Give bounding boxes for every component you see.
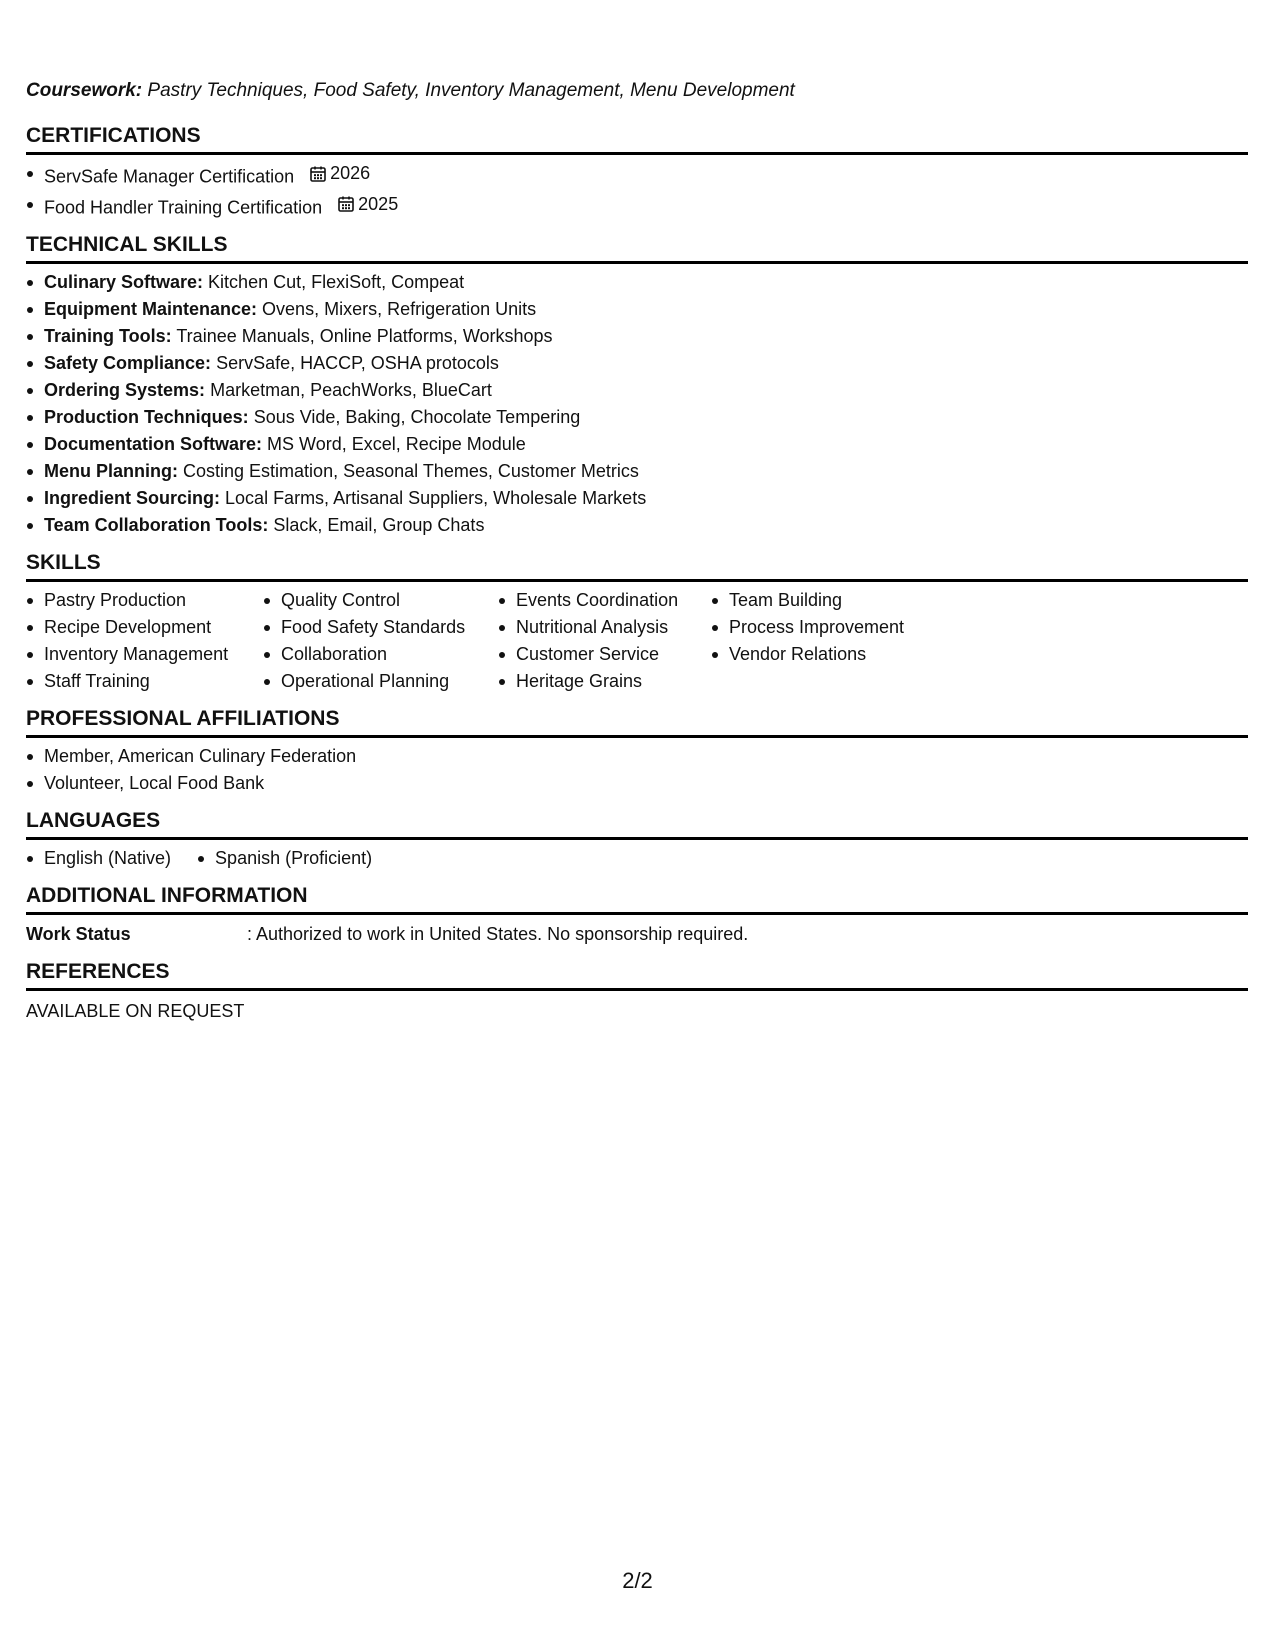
page-number: 2/2 xyxy=(622,1568,653,1593)
languages-list xyxy=(26,845,1248,872)
skill-item: Staff Training xyxy=(26,668,263,695)
technical-skills-list xyxy=(26,269,1248,539)
affiliations-section xyxy=(26,705,1248,797)
technical-skills-section xyxy=(26,231,1248,539)
technical-skill-value: Costing Estimation, Seasonal Themes, Customer Metrics xyxy=(183,461,639,481)
skills-column xyxy=(711,587,941,695)
technical-skill-label: Menu Planning: xyxy=(44,461,178,481)
technical-skill-label: Training Tools: xyxy=(44,326,172,346)
technical-skill-label: Team Collaboration Tools: xyxy=(44,515,269,535)
technical-skill-item xyxy=(26,404,1248,431)
technical-skill-value: Sous Vide, Baking, Chocolate Tempering xyxy=(253,407,581,427)
technical-skill-item xyxy=(26,377,1248,404)
skill-item: Operational Planning xyxy=(263,668,498,695)
skills-grid xyxy=(26,587,1248,695)
skills-column xyxy=(263,587,498,695)
certifications-heading: CERTIFICATIONS xyxy=(26,122,1248,155)
skill-item: Quality Control xyxy=(263,587,498,614)
technical-skill-label: Safety Compliance: xyxy=(44,353,212,373)
technical-skills-heading: TECHNICAL SKILLS xyxy=(26,231,1248,264)
technical-skill-item xyxy=(26,458,1248,485)
certification-item xyxy=(26,191,1248,222)
language-item: English (Native) xyxy=(26,845,171,872)
language-item: Spanish (Proficient) xyxy=(197,845,372,872)
affiliation-item: Volunteer, Local Food Bank xyxy=(26,770,1248,797)
calendar-icon xyxy=(309,165,327,183)
technical-skill-item xyxy=(26,323,1248,350)
technical-skill-value: Kitchen Cut, FlexiSoft, Compeat xyxy=(208,272,465,292)
technical-skill-label: Documentation Software: xyxy=(44,434,263,454)
skill-item: Process Improvement xyxy=(711,614,941,641)
skill-item: Recipe Development xyxy=(26,614,263,641)
affiliation-item: Member, American Culinary Federation xyxy=(26,743,1248,770)
references-heading: REFERENCES xyxy=(26,958,1248,991)
additional-info-heading: ADDITIONAL INFORMATION xyxy=(26,882,1248,915)
affiliations-list xyxy=(26,743,1248,797)
technical-skill-value: MS Word, Excel, Recipe Module xyxy=(267,434,526,454)
certification-name: Food Handler Training Certification xyxy=(44,197,323,217)
technical-skill-item xyxy=(26,269,1248,296)
additional-info-section xyxy=(26,882,1248,948)
references-text: AVAILABLE ON REQUEST xyxy=(26,1001,245,1021)
calendar-icon xyxy=(337,195,355,213)
skill-item: Collaboration xyxy=(263,641,498,668)
skill-item: Events Coordination xyxy=(498,587,711,614)
certifications-section xyxy=(26,122,1248,221)
languages-section xyxy=(26,807,1248,872)
skill-item: Team Building xyxy=(711,587,941,614)
skills-section xyxy=(26,549,1248,695)
coursework-line xyxy=(26,78,1248,104)
skills-column xyxy=(498,587,711,695)
languages-heading: LANGUAGES xyxy=(26,807,1248,840)
skill-item: Food Safety Standards xyxy=(263,614,498,641)
coursework-label: Coursework: xyxy=(26,80,143,101)
certification-item xyxy=(26,160,1248,191)
technical-skill-item xyxy=(26,350,1248,377)
skills-heading: SKILLS xyxy=(26,549,1248,582)
coursework-value: Pastry Techniques, Food Safety, Inventory Management, Menu Development xyxy=(147,80,795,101)
technical-skill-value: Ovens, Mixers, Refrigeration Units xyxy=(262,299,537,319)
technical-skill-item xyxy=(26,431,1248,458)
technical-skill-value: Slack, Email, Group Chats xyxy=(273,515,485,535)
technical-skill-label: Ingredient Sourcing: xyxy=(44,488,221,508)
affiliations-heading: PROFESSIONAL AFFILIATIONS xyxy=(26,705,1248,738)
technical-skill-item xyxy=(26,296,1248,323)
technical-skill-label: Ordering Systems: xyxy=(44,380,206,400)
resume-page xyxy=(26,78,1248,1035)
skill-item: Vendor Relations xyxy=(711,641,941,668)
work-status-value: : Authorized to work in United States. No sponsorship required. xyxy=(247,924,749,944)
technical-skill-label: Culinary Software: xyxy=(44,272,204,292)
technical-skill-value: ServSafe, HACCP, OSHA protocols xyxy=(216,353,499,373)
skills-column xyxy=(26,587,263,695)
certification-year: 2026 xyxy=(330,163,371,183)
technical-skill-value: Local Farms, Artisanal Suppliers, Wholesale Markets xyxy=(225,488,647,508)
skill-item: Heritage Grains xyxy=(498,668,711,695)
certification-date xyxy=(337,191,398,218)
certification-date xyxy=(309,160,370,187)
references-section xyxy=(26,958,1248,1025)
technical-skill-item xyxy=(26,485,1248,512)
skill-item: Customer Service xyxy=(498,641,711,668)
skill-item: Inventory Management xyxy=(26,641,263,668)
certification-name: ServSafe Manager Certification xyxy=(44,166,295,187)
technical-skill-label: Equipment Maintenance: xyxy=(44,299,258,319)
technical-skill-value: Marketman, PeachWorks, BlueCart xyxy=(210,380,492,400)
technical-skill-item xyxy=(26,512,1248,539)
certifications-list xyxy=(26,160,1248,221)
work-status-label: Work Status xyxy=(26,924,131,944)
technical-skill-label: Production Techniques: xyxy=(44,407,249,427)
skill-item: Pastry Production xyxy=(26,587,263,614)
certification-year: 2025 xyxy=(358,193,399,214)
technical-skill-value: Trainee Manuals, Online Platforms, Workshops xyxy=(176,326,553,346)
work-status-row xyxy=(26,921,1248,948)
skill-item: Nutritional Analysis xyxy=(498,614,711,641)
